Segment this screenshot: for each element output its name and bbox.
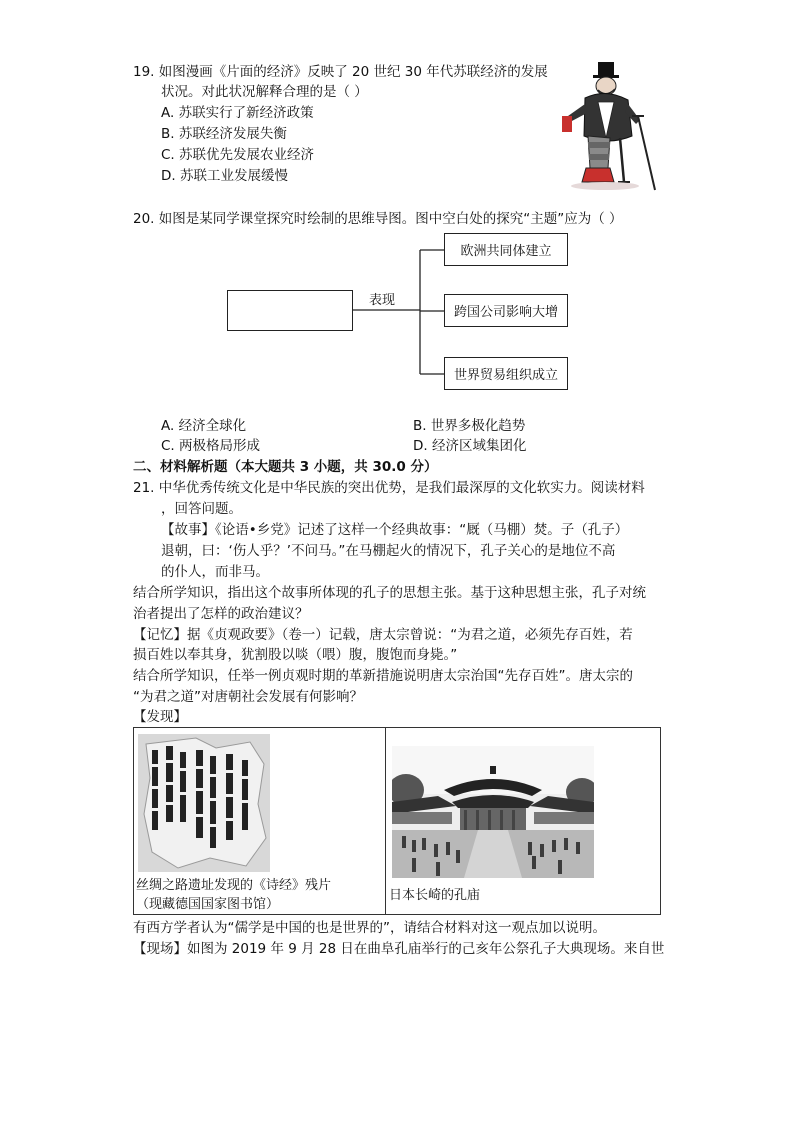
q19-stem-line1: 19. 如图漫画《片面的经济》反映了 20 世纪 30 年代苏联经济的发展: [133, 64, 548, 80]
q21-scene-line: 【现场】如图为 2019 年 9 月 28 日在曲阜孔庙举行的己亥年公祭孔子大典现场。来自世: [133, 941, 665, 957]
q21-story-line: 的仆人，而非马。: [161, 564, 269, 580]
q21-line: 21. 中华优秀传统文化是中华民族的突出优势，是我们最深厚的文化软实力。阅读材料: [133, 480, 645, 496]
discovery-table: [133, 727, 661, 915]
mindmap-branch-3: 世界贸易组织成立: [444, 357, 568, 390]
q21-memory-line: 损百姓以奉其身，犹割股以啖（喂）腹，腹饱而身毙。”: [133, 647, 458, 663]
q20-option-c[interactable]: C. 两极格局形成: [161, 438, 261, 454]
q19-option-c[interactable]: C. 苏联优先发展农业经济: [161, 147, 315, 163]
q19-option-b[interactable]: B. 苏联经济发展失衡: [161, 126, 287, 142]
q21-story-line: 【故事】《论语•乡党》记述了这样一个经典故事：“厩（马棚）焚。子（孔子）: [161, 522, 629, 538]
mindmap-connector-label: 表现: [369, 293, 396, 308]
table-divider: [385, 728, 386, 914]
q21-question-line: “为君之道”对唐朝社会发展有何影响？: [133, 689, 363, 705]
q21-memory-line: 【记忆】据《贞观政要》（卷一）记载，唐太宗曾说：“为君之道，必须先存百姓，若: [133, 627, 633, 643]
q21-question-line: 结合所学知识，任举一例贞观时期的革新措施说明唐太宗治国“先存百姓”。唐太宗的: [133, 668, 633, 684]
nagasaki-confucius-temple-image: [392, 746, 594, 878]
mindmap-branch-2: 跨国公司影响大增: [444, 294, 568, 327]
q21-line: ，回答问题。: [161, 501, 242, 517]
q21-question-line: 治者提出了怎样的政治建议？: [133, 606, 309, 622]
q21-question-line: 结合所学知识，指出这个故事所体现的孔子的思想主张。基于这种思想主张，孔子对统: [133, 585, 646, 601]
q21-discovery-label: 【发现】: [133, 709, 187, 725]
q20-stem: 20. 如图是某同学课堂探究时绘制的思维导图。图中空白处的探究“主题”应为（ ）: [133, 211, 623, 227]
q21-story-line: 退朝，曰：‘伤人乎？’不问马。”在马棚起火的情况下，孔子关心的是地位不高: [161, 543, 616, 559]
mindmap-branch-1: 欧洲共同体建立: [444, 233, 568, 266]
q20-option-d[interactable]: D. 经济区域集团化: [413, 438, 527, 454]
left-caption-line1: 丝绸之路遗址发现的《诗经》残片: [136, 878, 332, 893]
q20-option-b[interactable]: B. 世界多极化趋势: [413, 418, 526, 434]
q19-stem-line2: 状况。对此状况解释合理的是（ ）: [161, 84, 368, 100]
q19-option-a[interactable]: A. 苏联实行了新经济政策: [161, 105, 314, 121]
mindmap-theme-blank-box[interactable]: [227, 290, 353, 331]
q20-option-a[interactable]: A. 经济全球化: [161, 418, 247, 434]
left-caption-line2: （现藏德国国家图书馆）: [136, 897, 280, 912]
shijing-fragment-image: [138, 734, 270, 872]
section-heading: 二、材料解析题（本大题共 3 小题，共 30.0 分）: [133, 459, 438, 475]
q21-question-line: 有西方学者认为“儒学是中国的也是世界的”，请结合材料对这一观点加以说明。: [133, 920, 606, 936]
right-caption: 日本长崎的孔庙: [389, 888, 481, 903]
q19-option-d[interactable]: D. 苏联工业发展缓慢: [161, 168, 288, 184]
